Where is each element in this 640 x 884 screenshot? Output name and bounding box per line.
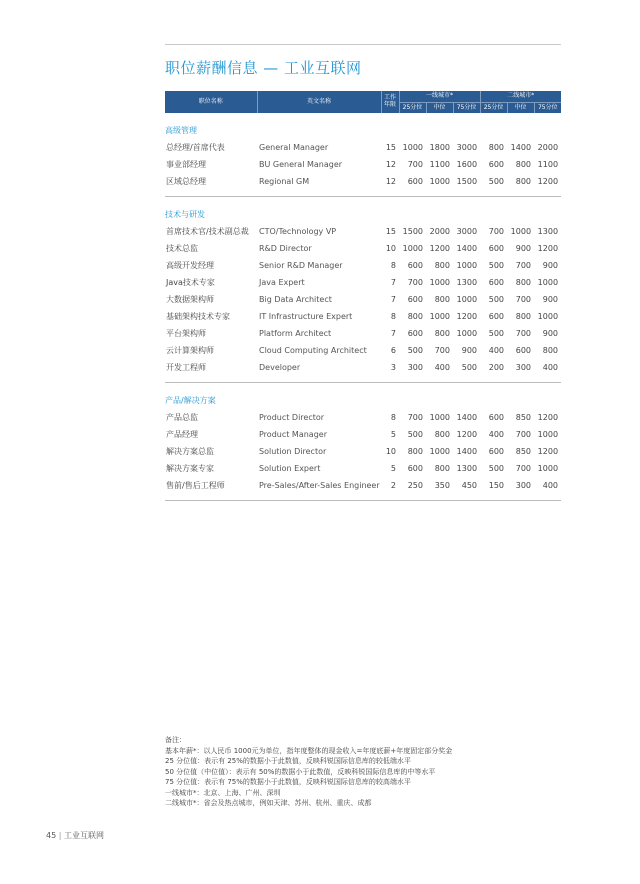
tier2-p75-cell: 1300 bbox=[537, 227, 559, 236]
tier2-p25-cell: 600 bbox=[488, 413, 505, 422]
page-title: 职位薪酬信息 — 工业互联网 bbox=[165, 59, 362, 77]
note-heading: 备注： bbox=[165, 736, 186, 744]
english-title-cell: Regional GM bbox=[259, 177, 310, 186]
tier2-p25-cell: 400 bbox=[488, 430, 505, 439]
section-title: 产品/解决方案 bbox=[165, 396, 216, 405]
tier2-p50-cell: 800 bbox=[515, 160, 532, 169]
page-footer bbox=[46, 830, 104, 841]
english-title-cell: Product Manager bbox=[259, 430, 327, 439]
job-title-cell: 售前/售后工程师 bbox=[166, 481, 225, 490]
tier2-p50-cell: 700 bbox=[515, 295, 532, 304]
tier2-p50-cell: 700 bbox=[515, 430, 532, 439]
tier1-p25-cell: 600 bbox=[407, 261, 423, 270]
job-title-cell: 基础架构技术专家 bbox=[166, 312, 230, 321]
job-title-cell: 区域总经理 bbox=[166, 177, 206, 186]
job-title-cell: 云计算架构师 bbox=[166, 346, 214, 355]
job-title-cell: 技术总监 bbox=[166, 244, 198, 253]
tier1-p75-cell: 1400 bbox=[456, 447, 478, 456]
english-title-cell: Solution Expert bbox=[259, 464, 321, 473]
english-title-cell: R&D Director bbox=[259, 244, 312, 253]
tier1-p50-cell: 1200 bbox=[429, 244, 450, 253]
english-title-cell: Pre-Sales/After-Sales Engineer bbox=[259, 481, 380, 490]
tier1-p75-cell: 1000 bbox=[456, 295, 478, 304]
tier2-p50-cell: 800 bbox=[515, 177, 532, 186]
tier1-p75-cell: 1200 bbox=[456, 312, 478, 321]
tier2-p25-cell: 500 bbox=[488, 261, 505, 270]
english-title-cell: CTO/Technology VP bbox=[259, 227, 337, 236]
tier2-p25-cell: 600 bbox=[488, 244, 505, 253]
english-title-cell: Solution Director bbox=[259, 447, 327, 456]
tier1-p50-cell: 1000 bbox=[429, 447, 450, 456]
section-gap bbox=[165, 383, 561, 393]
tier1-p25-cell: 500 bbox=[407, 430, 423, 439]
tier2-p25-cell: 500 bbox=[488, 295, 505, 304]
tier2-p75-cell: 1200 bbox=[537, 177, 559, 186]
english-title-cell: Developer bbox=[259, 363, 301, 372]
years-cell: 10 bbox=[385, 447, 396, 456]
years-cell: 8 bbox=[390, 261, 396, 270]
table-row bbox=[165, 426, 561, 443]
tier1-p75-cell: 3000 bbox=[456, 227, 478, 236]
tier2-p75-cell: 800 bbox=[542, 346, 559, 355]
tier1-p50-cell: 1100 bbox=[429, 160, 450, 169]
tier1-p50-cell: 1000 bbox=[429, 312, 450, 321]
tier1-p50-cell: 2000 bbox=[429, 227, 450, 236]
table-row bbox=[165, 342, 561, 359]
notes bbox=[165, 735, 452, 809]
header-english-title: 英文名称 bbox=[257, 91, 381, 113]
tier2-p50-cell: 900 bbox=[515, 244, 532, 253]
years-cell: 12 bbox=[385, 160, 396, 169]
tier2-p25-cell: 500 bbox=[488, 329, 505, 338]
section-gap bbox=[165, 113, 561, 122]
tier1-p25-cell: 1000 bbox=[402, 143, 423, 152]
tier1-p25-cell: 700 bbox=[407, 413, 423, 422]
tier2-p25-cell: 800 bbox=[488, 143, 505, 152]
tier2-p50-cell: 1400 bbox=[510, 143, 532, 152]
years-cell: 10 bbox=[385, 244, 396, 253]
tier2-p50-cell: 850 bbox=[515, 413, 532, 422]
section-gap-cell bbox=[165, 113, 561, 122]
years-cell: 7 bbox=[390, 329, 396, 338]
tier1-p50-cell: 700 bbox=[434, 346, 450, 355]
tier1-p75-cell: 1400 bbox=[456, 244, 478, 253]
table-row bbox=[165, 291, 561, 308]
tier1-p50-cell: 800 bbox=[434, 295, 450, 304]
note-p75: 75 分位值：表示有 75%的数据小于此数值，反映科锐国际信息库的较高端水平 bbox=[165, 778, 411, 786]
job-title-cell: 平台架构师 bbox=[166, 329, 206, 338]
header-tier1-p75: 75分位 bbox=[453, 103, 480, 114]
job-title-cell: 解决方案专家 bbox=[166, 464, 214, 473]
tier1-p75-cell: 1300 bbox=[456, 278, 478, 287]
english-title-cell: Senior R&D Manager bbox=[259, 261, 343, 270]
tier2-p25-cell: 500 bbox=[488, 464, 505, 473]
section-title: 技术与研发 bbox=[165, 210, 205, 219]
tier1-p75-cell: 1000 bbox=[456, 261, 478, 270]
english-title-cell: Java Expert bbox=[259, 278, 305, 287]
footer-separator: | bbox=[58, 831, 62, 840]
job-title-cell: 产品总监 bbox=[166, 413, 198, 422]
tier1-p75-cell: 1000 bbox=[456, 329, 478, 338]
table-bottom-rule bbox=[165, 494, 561, 501]
table-row bbox=[165, 409, 561, 426]
note-tier2-cities: 二线城市*：省会及热点城市，例如天津、苏州、杭州、重庆、成都 bbox=[165, 799, 372, 807]
tier1-p50-cell: 800 bbox=[434, 329, 450, 338]
english-title-cell: Product Director bbox=[259, 413, 325, 422]
years-cell: 7 bbox=[390, 278, 396, 287]
english-title-cell: BU General Manager bbox=[259, 160, 343, 169]
section-gap-cell bbox=[165, 383, 561, 393]
table-row bbox=[165, 274, 561, 291]
tier1-p25-cell: 600 bbox=[407, 295, 423, 304]
job-title-cell: Java技术专家 bbox=[166, 278, 215, 287]
section-gap-cell bbox=[165, 197, 561, 207]
tier2-p50-cell: 850 bbox=[515, 447, 532, 456]
note-p25: 25 分位值：表示有 25%的数据小于此数值，反映科锐国际信息库的较低端水平 bbox=[165, 757, 411, 765]
table-row bbox=[165, 156, 561, 173]
tier1-p75-cell: 3000 bbox=[456, 143, 478, 152]
tier1-p75-cell: 1600 bbox=[456, 160, 478, 169]
tier1-p25-cell: 600 bbox=[407, 464, 423, 473]
tier1-p75-cell: 450 bbox=[461, 481, 478, 490]
years-cell: 5 bbox=[390, 464, 396, 473]
tier1-p25-cell: 800 bbox=[407, 447, 423, 456]
tier1-p75-cell: 1500 bbox=[456, 177, 478, 186]
years-cell: 15 bbox=[385, 143, 396, 152]
tier1-p75-cell: 1300 bbox=[456, 464, 478, 473]
header-job-title: 职位名称 bbox=[165, 91, 257, 113]
english-title-cell: Big Data Architect bbox=[259, 295, 332, 304]
tier1-p50-cell: 1800 bbox=[429, 143, 450, 152]
job-title-cell: 首席技术官/技术副总裁 bbox=[166, 227, 249, 236]
tier2-p25-cell: 150 bbox=[488, 481, 505, 490]
section-gap bbox=[165, 197, 561, 207]
header-tier1-p50: 中位 bbox=[426, 103, 453, 114]
tier1-p50-cell: 800 bbox=[434, 464, 450, 473]
table-row bbox=[165, 443, 561, 460]
table-row bbox=[165, 173, 561, 190]
header-years: 工作年限 bbox=[381, 91, 399, 113]
tier2-p75-cell: 1100 bbox=[537, 160, 559, 169]
tier2-p75-cell: 1000 bbox=[537, 312, 559, 321]
tier1-p25-cell: 250 bbox=[407, 481, 423, 490]
tier2-p75-cell: 1000 bbox=[537, 278, 559, 287]
table-row bbox=[165, 308, 561, 325]
tier2-p75-cell: 1000 bbox=[537, 464, 559, 473]
tier1-p25-cell: 1000 bbox=[402, 244, 423, 253]
note-base-salary: 基本年薪*：以人民币 1000元为单位，指年度整体的现金收入=年度底薪+年度固定部分奖金 bbox=[165, 746, 453, 755]
tier2-p50-cell: 1000 bbox=[510, 227, 532, 236]
tier1-p25-cell: 600 bbox=[407, 177, 423, 186]
tier2-p75-cell: 900 bbox=[542, 261, 559, 270]
tier2-p75-cell: 1200 bbox=[537, 447, 559, 456]
tier2-p50-cell: 700 bbox=[515, 261, 532, 270]
tier2-p25-cell: 500 bbox=[488, 177, 505, 186]
tier1-p75-cell: 1200 bbox=[456, 430, 478, 439]
job-title-cell: 高级开发经理 bbox=[166, 261, 214, 270]
tier2-p25-cell: 600 bbox=[488, 447, 505, 456]
note-p50: 50 分位值（中位值）：表示有 50%的数据小于此数值，反映科锐国际信息库的中等水平 bbox=[165, 767, 436, 776]
header-tier1-group: 一线城市* bbox=[399, 91, 480, 103]
tier1-p25-cell: 700 bbox=[407, 278, 423, 287]
tier1-p75-cell: 1400 bbox=[456, 413, 478, 422]
tier1-p75-cell: 500 bbox=[461, 363, 478, 372]
job-title-cell: 事业部经理 bbox=[166, 160, 206, 169]
header-tier1-p25: 25分位 bbox=[399, 103, 426, 114]
tier2-p50-cell: 600 bbox=[515, 346, 532, 355]
tier2-p50-cell: 700 bbox=[515, 329, 532, 338]
job-title-cell: 大数据架构师 bbox=[166, 295, 214, 304]
tier2-p25-cell: 400 bbox=[488, 346, 505, 355]
job-title-cell: 产品经理 bbox=[166, 430, 198, 439]
table-row bbox=[165, 359, 561, 376]
english-title-cell: IT Infrastructure Expert bbox=[259, 312, 353, 321]
table-header bbox=[165, 91, 561, 113]
job-title-cell: 总经理/首席代表 bbox=[166, 143, 225, 152]
tier1-p25-cell: 600 bbox=[407, 329, 423, 338]
years-cell: 5 bbox=[390, 430, 396, 439]
tier1-p50-cell: 1000 bbox=[429, 278, 450, 287]
section-header bbox=[165, 206, 561, 223]
years-cell: 8 bbox=[390, 312, 396, 321]
top-rule bbox=[165, 44, 561, 45]
tier2-p50-cell: 300 bbox=[515, 481, 532, 490]
table-row bbox=[165, 240, 561, 257]
tier1-p50-cell: 350 bbox=[434, 481, 450, 490]
table-row bbox=[165, 460, 561, 477]
tier2-p75-cell: 900 bbox=[542, 329, 559, 338]
tier2-p75-cell: 400 bbox=[542, 363, 559, 372]
tier2-p50-cell: 800 bbox=[515, 312, 532, 321]
tier1-p25-cell: 1500 bbox=[402, 227, 423, 236]
tier1-p25-cell: 300 bbox=[407, 363, 423, 372]
tier1-p50-cell: 400 bbox=[434, 363, 450, 372]
tier1-p25-cell: 700 bbox=[407, 160, 423, 169]
tier1-p50-cell: 1000 bbox=[429, 177, 450, 186]
tier2-p75-cell: 2000 bbox=[537, 143, 559, 152]
years-cell: 6 bbox=[390, 346, 396, 355]
table-row bbox=[165, 223, 561, 240]
years-cell: 2 bbox=[390, 481, 396, 490]
english-title-cell: Platform Architect bbox=[259, 329, 332, 338]
table-bottom-rule-cell bbox=[165, 494, 561, 501]
tier1-p50-cell: 800 bbox=[434, 261, 450, 270]
section-header bbox=[165, 392, 561, 409]
table-row bbox=[165, 477, 561, 494]
header-tier2-p50: 中位 bbox=[507, 103, 534, 114]
tier2-p75-cell: 1000 bbox=[537, 430, 559, 439]
salary-table bbox=[165, 91, 561, 501]
tier2-p25-cell: 600 bbox=[488, 160, 505, 169]
tier2-p25-cell: 600 bbox=[488, 278, 505, 287]
tier1-p75-cell: 900 bbox=[461, 346, 478, 355]
tier2-p50-cell: 700 bbox=[515, 464, 532, 473]
tier2-p25-cell: 600 bbox=[488, 312, 505, 321]
years-cell: 12 bbox=[385, 177, 396, 186]
tier2-p50-cell: 800 bbox=[515, 278, 532, 287]
tier2-p25-cell: 700 bbox=[488, 227, 505, 236]
english-title-cell: Cloud Computing Architect bbox=[259, 346, 367, 355]
job-title-cell: 开发工程师 bbox=[166, 363, 206, 372]
tier1-p25-cell: 800 bbox=[407, 312, 423, 321]
header-tier2-p75: 75分位 bbox=[534, 103, 561, 114]
years-cell: 15 bbox=[385, 227, 396, 236]
tier2-p75-cell: 400 bbox=[542, 481, 559, 490]
page-number: 45 bbox=[46, 831, 57, 840]
tier1-p50-cell: 1000 bbox=[429, 413, 450, 422]
years-cell: 3 bbox=[390, 363, 396, 372]
tier1-p25-cell: 500 bbox=[407, 346, 423, 355]
header-tier2-group: 二线城市* bbox=[480, 91, 561, 103]
table-body bbox=[165, 113, 561, 501]
table-row bbox=[165, 139, 561, 156]
section-header bbox=[165, 122, 561, 139]
footer-section: 工业互联网 bbox=[63, 831, 104, 840]
tier2-p25-cell: 200 bbox=[488, 363, 505, 372]
section-title: 高级管理 bbox=[165, 126, 197, 135]
tier2-p50-cell: 300 bbox=[515, 363, 532, 372]
english-title-cell: General Manager bbox=[259, 143, 329, 152]
years-cell: 7 bbox=[390, 295, 396, 304]
note-tier1-cities: 一线城市*：北京、上海、广州、深圳 bbox=[165, 788, 281, 797]
table-row bbox=[165, 325, 561, 342]
years-cell: 8 bbox=[390, 413, 396, 422]
job-title-cell: 解决方案总监 bbox=[166, 447, 214, 456]
header-tier2-p25: 25分位 bbox=[480, 103, 507, 114]
tier2-p75-cell: 1200 bbox=[537, 413, 559, 422]
tier1-p50-cell: 800 bbox=[434, 430, 450, 439]
tier2-p75-cell: 1200 bbox=[537, 244, 559, 253]
table-row bbox=[165, 257, 561, 274]
tier2-p75-cell: 900 bbox=[542, 295, 559, 304]
